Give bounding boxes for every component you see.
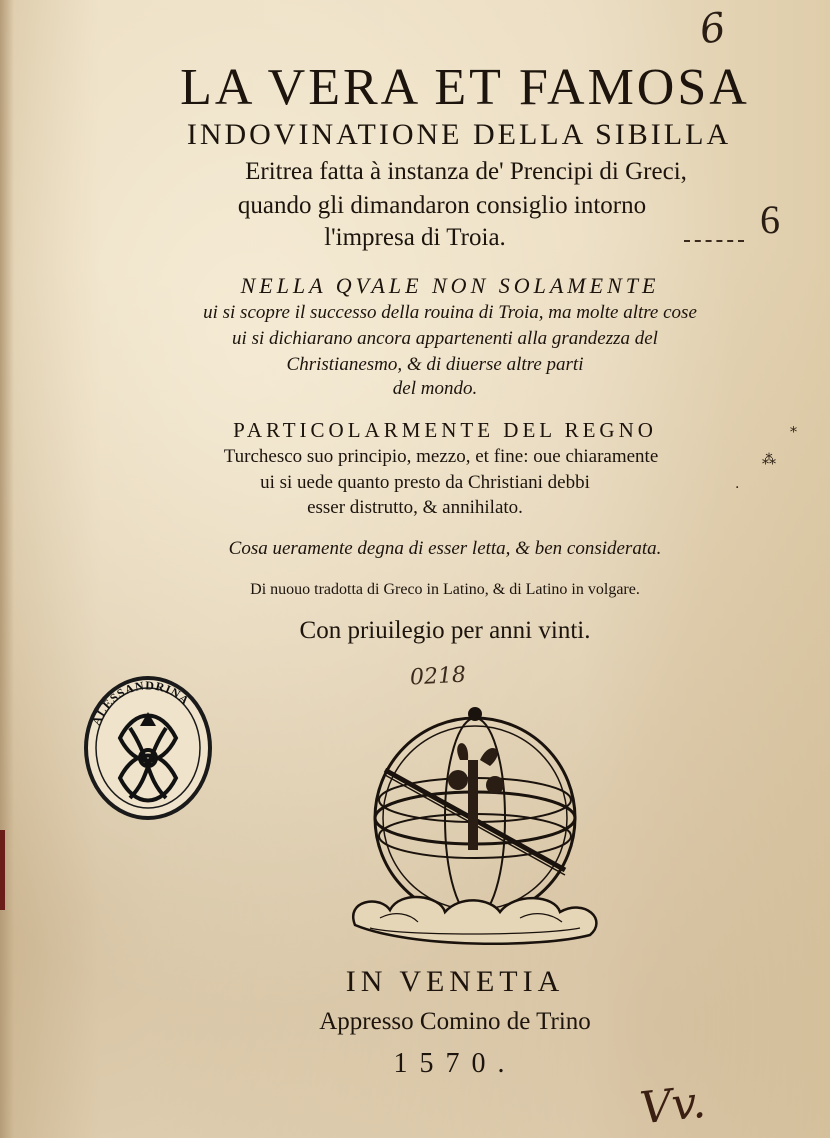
handwritten-side-number: 6 xyxy=(760,197,780,242)
armillary-sphere-woodcut xyxy=(340,700,610,950)
closing-line-2: Di nuouo tradotta di Greco in Latino, & di Latino in volgare. xyxy=(250,581,640,598)
privilege-line: Con priuilegio per anni vinti. xyxy=(299,617,591,644)
italic-line-2: ui si scopre il successo della rouina di Troia, ma molte altre cose xyxy=(203,302,697,323)
page-gutter-shadow xyxy=(0,0,14,1138)
handwritten-bottom-mark: Vv. xyxy=(637,1076,708,1135)
regno-line-4: esser distrutto, & annihilato. xyxy=(307,497,523,518)
ink-speck: · xyxy=(735,480,740,496)
title-line-3: Eritrea fatta à instanza de' Prencipi di Greci, xyxy=(245,158,687,185)
italic-line-5: del mondo. xyxy=(392,378,478,399)
regno-line-2: Turchesco suo principio, mezzo, et fine: oue chiaramente xyxy=(223,446,659,467)
red-edge-mark xyxy=(0,830,5,910)
svg-text:ALESSANDRINA: ALESSANDRINA xyxy=(88,678,193,728)
title-line-1: LA VERA ET FAMOSA xyxy=(180,59,750,116)
ink-speck: ⁂ xyxy=(762,452,776,468)
library-stamp xyxy=(80,668,216,820)
closing-line-1: Cosa ueramente degna di esser letta, & ben considerata. xyxy=(228,538,662,559)
title-line-4: quando gli dimandaron consiglio intorno xyxy=(237,192,647,219)
imprint-year: 1570. xyxy=(393,1048,517,1079)
italic-line-4: Christianesmo, & di diuerse altre parti xyxy=(286,354,584,375)
imprint-place: IN VENETIA xyxy=(345,965,565,998)
ink-speck: ⁎ xyxy=(790,420,797,436)
title-line-5: l'impresa di Troia. xyxy=(324,224,506,251)
title-line-2: INDOVINATIONE DELLA SIBILLA xyxy=(186,118,732,151)
dashed-mark xyxy=(684,240,744,242)
regno-line-3: ui si uede quanto presto da Christiani debbi xyxy=(260,472,590,493)
italic-line-1: NELLA QVALE NON SOLAMENTE xyxy=(240,273,660,298)
handwritten-shelf-number: 0218 xyxy=(409,662,467,691)
italic-line-3: ui si dichiarano ancora appartenenti alla grandezza del xyxy=(232,328,658,349)
imprint-printer: Appresso Comino de Trino xyxy=(319,1008,591,1035)
regno-line-1: PARTICOLARMENTE DEL REGNO xyxy=(233,418,657,442)
handwritten-top-number: 6 xyxy=(696,4,729,54)
